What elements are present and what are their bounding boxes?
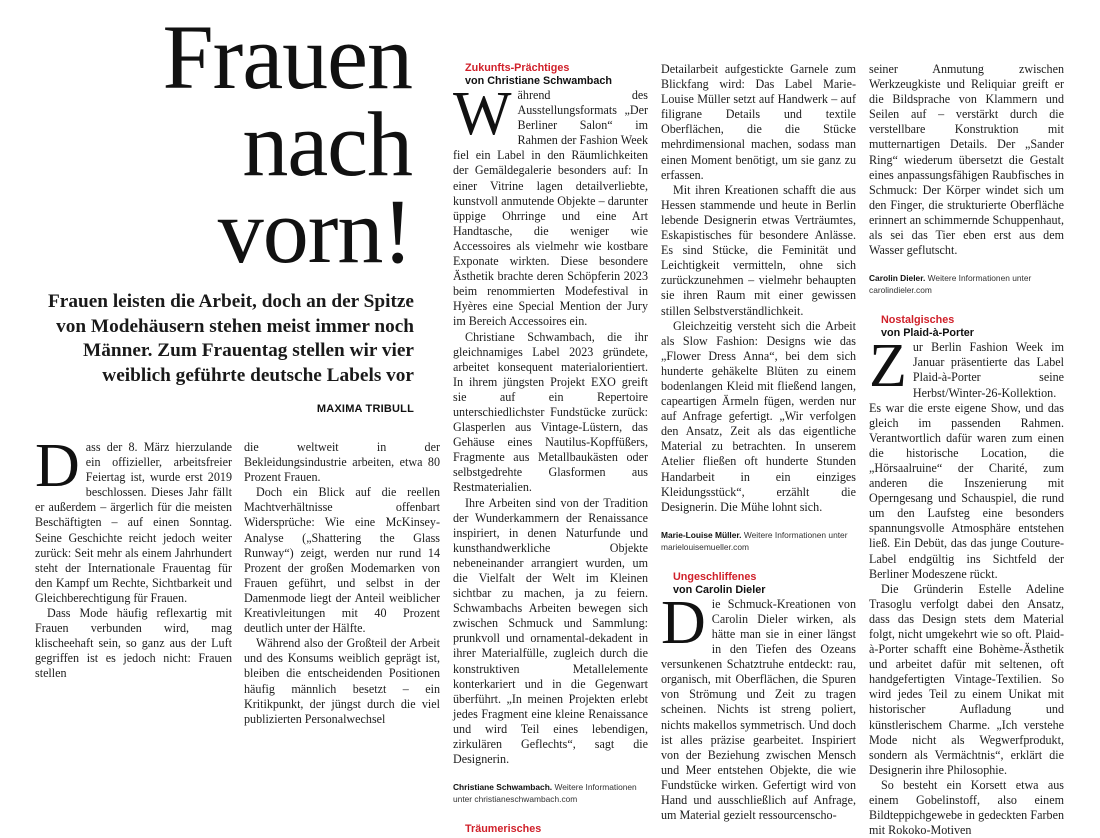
credit-line (869, 272, 1064, 296)
column-4 (661, 62, 856, 823)
paragraph: Detailarbeit aufgestickte Garnele zum Blickfang wird: Das Label Marie-Louise Müller setzt auf Handwerk – auf filigrane Details und textile Oberflächen, die die Stücke mehrdimensional machen, sodass man einen Moment benötigt, um sie ganz zu erfassen. (661, 62, 856, 182)
paragraph: Die Gründerin Estelle Adeline Trasoglu verfolgt dabei den Ansatz, dass das Design stets dem Material folgt, nicht umgekehrt wie so oft. Plaid-à-Porter schafft eine Bohème-Ästhetik und arbeitet dafür mit seltenen, oft handgefertigten Vintage-Textilien. So wird jedes Teil zu einem Unikat mit historischer Aufladung und künstlerischem Charme. „Ich verstehe Mode nicht als Wegwerfprodukt, sondern als Vermächtnis“, erklärt die Designerin ihre Philosophie. (869, 581, 1064, 777)
paragraph: Dass Mode häufig reflexartig mit Frauen verbunden wird, mag klischeehaft sein, so ganz aus der Luft gegriffen ist es jedoch nicht: Frauen stellen (35, 606, 232, 681)
paragraph: ur Berlin Fashion Week im Januar präsentierte das Label Plaid-à-Porter seine Herbst/Winter-26-Kollektion. Es war die erste eigene Show, und das gleich im passenden Rahmen. Verantwortlich dafür waren zum einen die historische Location, die „Hörsaalruine“ der Charité, zum anderen die Inszenierung mit Operngesang und Schauspiel, die rund um den Laufsteg eine besonders spannungsvolle Atmosphäre entstehen ließ. Ein Debüt, das das junge Couture-Label endgültig ins Sichtfeld der Berliner Modeszene rückt. (869, 340, 1064, 581)
paragraph: seiner Anmutung zwischen Werkzeugkiste und Reliquiar greift er die Bildsprache von Klammern und Seilen auf – verstärkt durch die verstellbare Konstruktion mit mutternartigen Details. Der „Sander Ring“ wiederum übersetzt die Gestalt eines anpassungsfähigen Raubfisches in Schmuck: Der Körper windet sich um den Finger, die strukturierte Oberfläche erinnert an schimmernde Schuppenhaut, als sei das Tier eben erst aus dem Wasser geflutscht. (869, 62, 1064, 258)
headline (162, 6, 412, 282)
intro-column-1 (35, 432, 232, 682)
headline-line: vorn! (217, 180, 412, 282)
paragraph: die weltweit in der Bekleidungsindustrie arbeiten, etwa 80 Prozent Frauen. (244, 440, 440, 485)
dropcap: D (35, 432, 80, 500)
paragraph: Gleichzeitig versteht sich die Arbeit als Slow Fashion: Designs wie das „Flower Dress Anna“, bei dem sich hunderte gehäkelte Blüten zu einem bodenlangen Kleid mit fließend langen, capeartigen Ärmeln fügen, werden nur auf Anfrage gefertigt. „Wir verfolgen den Ansatz, Zeit als das eigentliche Material zu betrachten. In unserem Atelier fließen oft hunderte Stunden Handarbeit in ein einziges Kleidungsstück“, erzählt die Designerin. Die Mühe lohnt sich. (661, 318, 856, 514)
section-kicker: Zukunfts-Prächtiges (465, 62, 570, 74)
dropcap: D (661, 588, 706, 657)
section-byline: von Christiane Schwambach (465, 75, 612, 87)
section-kicker: Ungeschliffenes (673, 570, 757, 583)
credit-name: Christiane Schwambach. (453, 782, 553, 793)
paragraph: Mit ihren Kreationen schafft die aus Hessen stammende und heute in Berlin lebende Designerin etwas Verträumtes, Eskapistisches für besondere Anlässe. Es sind Stücke, die Feminität und Leichtigkeit vermitteln, ohne sich zurückzunehmen – vielmehr behaupten sie ihren Raum mit einer gewissen stillen Selbstverständlichkeit. (661, 182, 856, 318)
dropcap: Z (869, 332, 907, 401)
author-byline: MAXIMA TRIBULL (316, 403, 414, 415)
intro-column-2 (244, 440, 440, 727)
paragraph: ährend des Ausstellungsformats „Der Berliner Salon“ im Rahmen der Fashion Week fiel ein Label in den Räumlichkeiten der Gemäldegalerie besonders auf: In einer Vitrine lagen detailverliebte, kunstvoll anmutende Objekte – darunter üppige Ohrringe und eine Art Handtasche, die weniger wie Accessoires als vielmehr wie kostbare Exponate wirkten. Diese besondere Ästhetik brachte deren Schöpferin 2023 beim renommierten Modefestival in Hyères eine Special Mention der Jury im Bereich Accessoires ein. (453, 88, 648, 329)
dropcap: W (453, 80, 512, 148)
credit-text: Weitere Informationen unter christianeschwambach.com (453, 782, 637, 805)
paragraph: Doch ein Blick auf die reellen Machtverhältnisse offenbart Widersprüche: Wie eine McKinsey-Analyse („Shattering the Glass Runway“) zeigt, werden nur rund 14 Prozent der großen Modemarken von Frauen geführt, und selbst in der Damenmode liegt der Anteil weiblicher Kreativleitungen mit 40 Prozent deutlich unter der Hälfte. (244, 485, 440, 636)
section-kicker: Nostalgisches (881, 314, 955, 327)
paragraph: ie Schmuck-Kreationen von Carolin Dieler wirken, als hätte man sie in einer längst in den Tiefen des Ozeans versunkenen Schatztruhe entdeckt: rau, organisch, mit Oberflächen, die Spuren von Strömung und Zeit zu tragen scheinen. Nichts ist streng poliert, nichts makellos symmetrisch. Und doch ist alles präzise gearbeitet. Inspiriert von der Beziehung zwischen Mensch und Meer entstehen Objekte, die wie Fundstücke wirken. Gefertigt wird von Hand und ausschließlich auf Anfrage, um Material gezielt ressourcenscho- (661, 596, 856, 823)
credit-line (661, 529, 856, 553)
headline-line: nach (242, 93, 412, 195)
section-byline: von Plaid-à-Porter (881, 327, 974, 340)
credit-name: Carolin Dieler. (869, 273, 926, 284)
standfirst: Frauen leisten die Arbeit, doch an der Spitze von Modehäusern stehen meist immer noch Männer. Zum Frauentag stellen wir vier weiblich geführte deutsche Labels vor (48, 291, 414, 386)
column-3 (453, 62, 648, 836)
section-byline: von Carolin Dieler (673, 583, 766, 596)
paragraph: So besteht ein Korsett etwa aus einem Gobelinstoff, also einem Bildteppichgewebe in gedeckten Farben mit Rokoko-Motiven (869, 777, 1064, 838)
credit-text: Weitere Informationen unter marielouisemueller.com (661, 529, 848, 552)
paragraph: Während also der Großteil der Arbeit und des Konsums weiblich geprägt ist, bleiben die entscheidenden Positionen häufig männlich besetzt – ein Kritikpunkt, der jüngst durch die viel publizierten Personalwechsel (244, 636, 440, 726)
credit-name: Marie-Louise Müller. (661, 529, 742, 540)
paragraph: Ihre Arbeiten sind von der Tradition der Wunderkammern der Renaissance inspiriert, in denen Naturfunde und kunsthandwerkliche Objekte nebeneinander arrangiert wurden, um die Vielfalt der Welt im Kleinen sichtbar zu machen, ja zu feiern. Schwambachs Arbeiten bewegen sich zwischen Schmuck und Sammlung: prunkvoll und ornamental-dekadent in ihrer Materialfülle, zugleich durch die konstruktiven Metallelemente konterkariert und in die Gegenwart überführt. „In meinen Projekten erlebt jedes Fragment eine kleine Renaissance und wird Teil eines lebendigen, zirkulären Geflechts“, sagt die Designerin. (453, 495, 648, 767)
credit-line (453, 781, 648, 805)
credit-text: Weitere Informationen unter carolindieler.com (869, 273, 1032, 296)
paragraph: Christiane Schwambach, die ihr gleichnamiges Label 2023 gründete, arbeitet konsequent materialorientiert. In ihrem jüngsten Projekt EXO greift sie auf ein Repertoire unterschiedlichster Fundstücke zurück: Glasperlen aus Vintage-Lüstern, das Gehäuse eines Nautilus-Kopffüßers, Fragmente aus Metallbaukästen oder selbstgedrehte Glasformen aus Restmaterialien. (453, 329, 648, 495)
column-5 (869, 62, 1064, 838)
headline-line: Frauen (162, 6, 412, 108)
section-kicker: Träumerisches (465, 823, 542, 836)
paragraph: ass der 8. März hierzulande ein offizieller, arbeitsfreier Feiertag ist, wurde erst 2019 beschlossen. Dieses Jahr fällt er außerdem – ärgerlich für die meisten Beschäftigten – auf einen Sonntag. Seine Geschichte reicht jedoch weiter zurück: Seit mehr als einem Jahrhundert steht der Internationale Frauentag für den Kampf um Rechte, Sichtbarkeit und Gleichberechtigung für Frauen. (35, 440, 232, 605)
